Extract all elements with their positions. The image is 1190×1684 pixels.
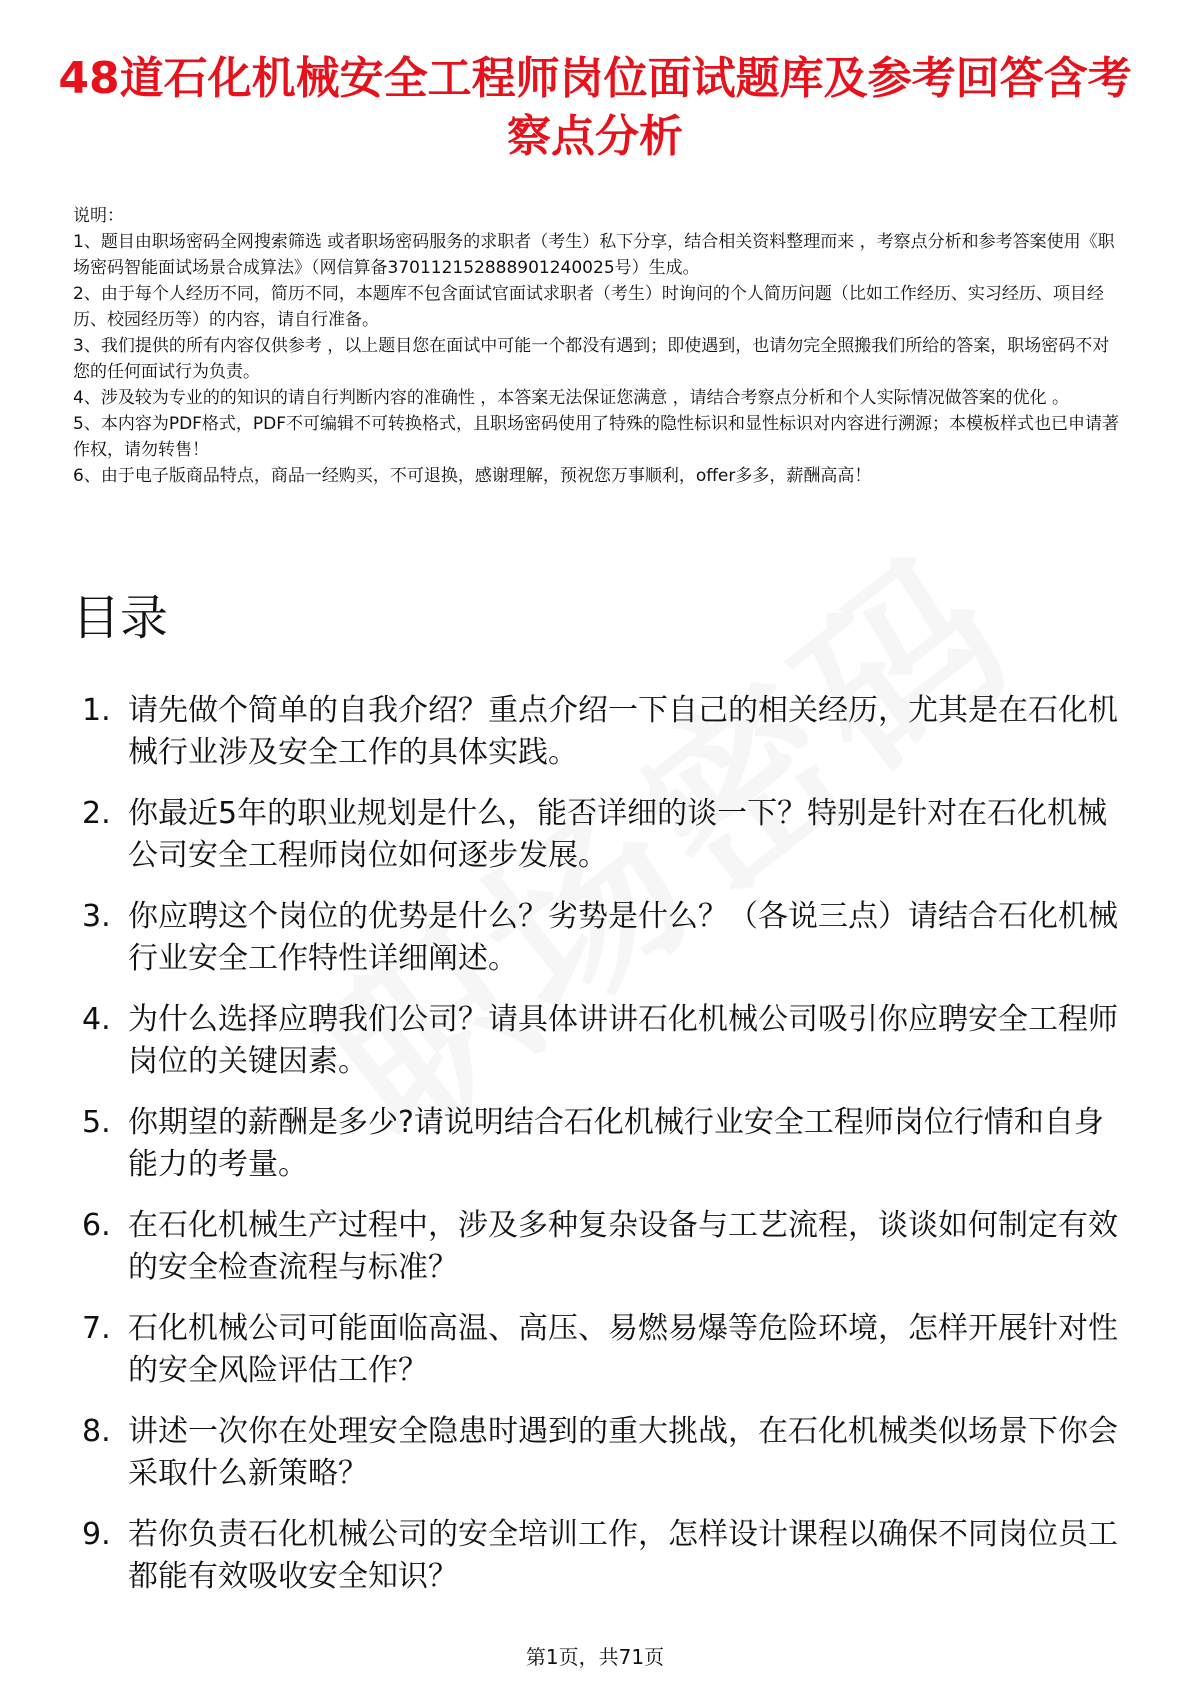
toc-item-number: 5. (82, 1105, 111, 1140)
toc-item[interactable] (82, 690, 1127, 774)
toc-item-number: 8. (82, 1414, 111, 1449)
toc-item-number: 9. (82, 1517, 111, 1552)
notes-heading: 说明： (73, 206, 124, 226)
note-item: 3、我们提供的所有内容仅供参考 ，以上题目您在面试中可能一个都没有遇到；即使遇到，也请勿完全照搬我们所给的答案，职场密码不对您的任何面试行为负责。 (73, 336, 1110, 382)
toc-item[interactable] (82, 793, 1127, 877)
note-item: 6、由于电子版商品特点，商品一经购买，不可退换，感谢理解，预祝您万事顺利，offer多多，薪酬高高！ (73, 466, 872, 486)
toc-item-number: 7. (82, 1311, 111, 1346)
toc-item-text[interactable]: 你应聘这个岗位的优势是什么？劣势是什么？（各说三点）请结合石化机械行业安全工作特性详细阐述。 (128, 899, 1118, 976)
toc-item-text[interactable]: 在石化机械生产过程中，涉及多种复杂设备与工艺流程，谈谈如何制定有效的安全检查流程与标准？ (128, 1208, 1118, 1285)
toc-item[interactable] (82, 999, 1127, 1083)
toc-item[interactable] (82, 1102, 1127, 1186)
toc-item-text[interactable]: 你期望的薪酬是多少?请说明结合石化机械行业安全工程师岗位行情和自身能力的考量。 (128, 1105, 1104, 1182)
toc-item-number: 2. (82, 796, 111, 831)
document-title: 48道石化机械安全工程师岗位面试题库及参考回答含考察点分析 (58, 53, 1132, 162)
note-item: 4、涉及较为专业的的知识的请自行判断内容的准确性 ，本答案无法保证您满意 ，请结合考察点分析和个人实际情况做答案的优化 。 (73, 388, 1070, 408)
toc-item-text[interactable]: 讲述一次你在处理安全隐患时遇到的重大挑战，在石化机械类似场景下你会采取什么新策略？ (128, 1414, 1118, 1491)
toc-item-number: 6. (82, 1208, 111, 1243)
note-item: 2、由于每个人经历不同，简历不同，本题库不包含面试官面试求职者（考生）时询问的个人简历问题（比如工作经历、实习经历、项目经历、校园经历等）的内容，请自行准备。 (73, 284, 1104, 330)
toc-heading: 目录 (72, 590, 169, 646)
toc-item-text[interactable]: 请先做个简单的自我介绍？重点介绍一下自己的相关经历，尤其是在石化机械行业涉及安全工作的具体实践。 (128, 693, 1118, 770)
toc-item[interactable] (82, 1205, 1127, 1289)
toc-item[interactable] (82, 1514, 1127, 1598)
toc-item[interactable] (82, 896, 1127, 980)
table-of-contents (82, 690, 1127, 1617)
toc-item[interactable] (82, 1411, 1127, 1495)
note-item: 1、题目由职场密码全网搜索筛选 或者职场密码服务的求职者（考生）私下分享，结合相关资料整理而来 ，考察点分析和参考答案使用《职场密码智能面试场景合成算法》（网信算备370112152888901240025号）生成。 (73, 232, 1115, 278)
toc-item-text[interactable]: 若你负责石化机械公司的安全培训工作，怎样设计课程以确保不同岗位员工都能有效吸收安全知识？ (128, 1517, 1118, 1594)
toc-item-text[interactable]: 石化机械公司可能面临高温、高压、易燃易爆等危险环境，怎样开展针对性的安全风险评估工作？ (128, 1311, 1118, 1388)
toc-item-number: 1. (82, 693, 111, 728)
toc-item-number: 4. (82, 1002, 111, 1037)
toc-item[interactable] (82, 1308, 1127, 1392)
note-item: 5、本内容为PDF格式，PDF不可编辑不可转换格式，且职场密码使用了特殊的隐性标识和显性标识对内容进行溯源；本模板样式也已申请著作权，请勿转售！ (73, 414, 1120, 460)
toc-item-text[interactable]: 为什么选择应聘我们公司？请具体讲讲石化机械公司吸引你应聘安全工程师岗位的关键因素。 (128, 1002, 1118, 1079)
toc-item-text[interactable]: 你最近5年的职业规划是什么，能否详细的谈一下？特别是针对在石化机械公司安全工程师岗位如何逐步发展。 (128, 796, 1108, 873)
notes-section (73, 203, 1123, 489)
page-footer: 第1页，共71页 (525, 1645, 665, 1669)
toc-item-number: 3. (82, 899, 111, 934)
